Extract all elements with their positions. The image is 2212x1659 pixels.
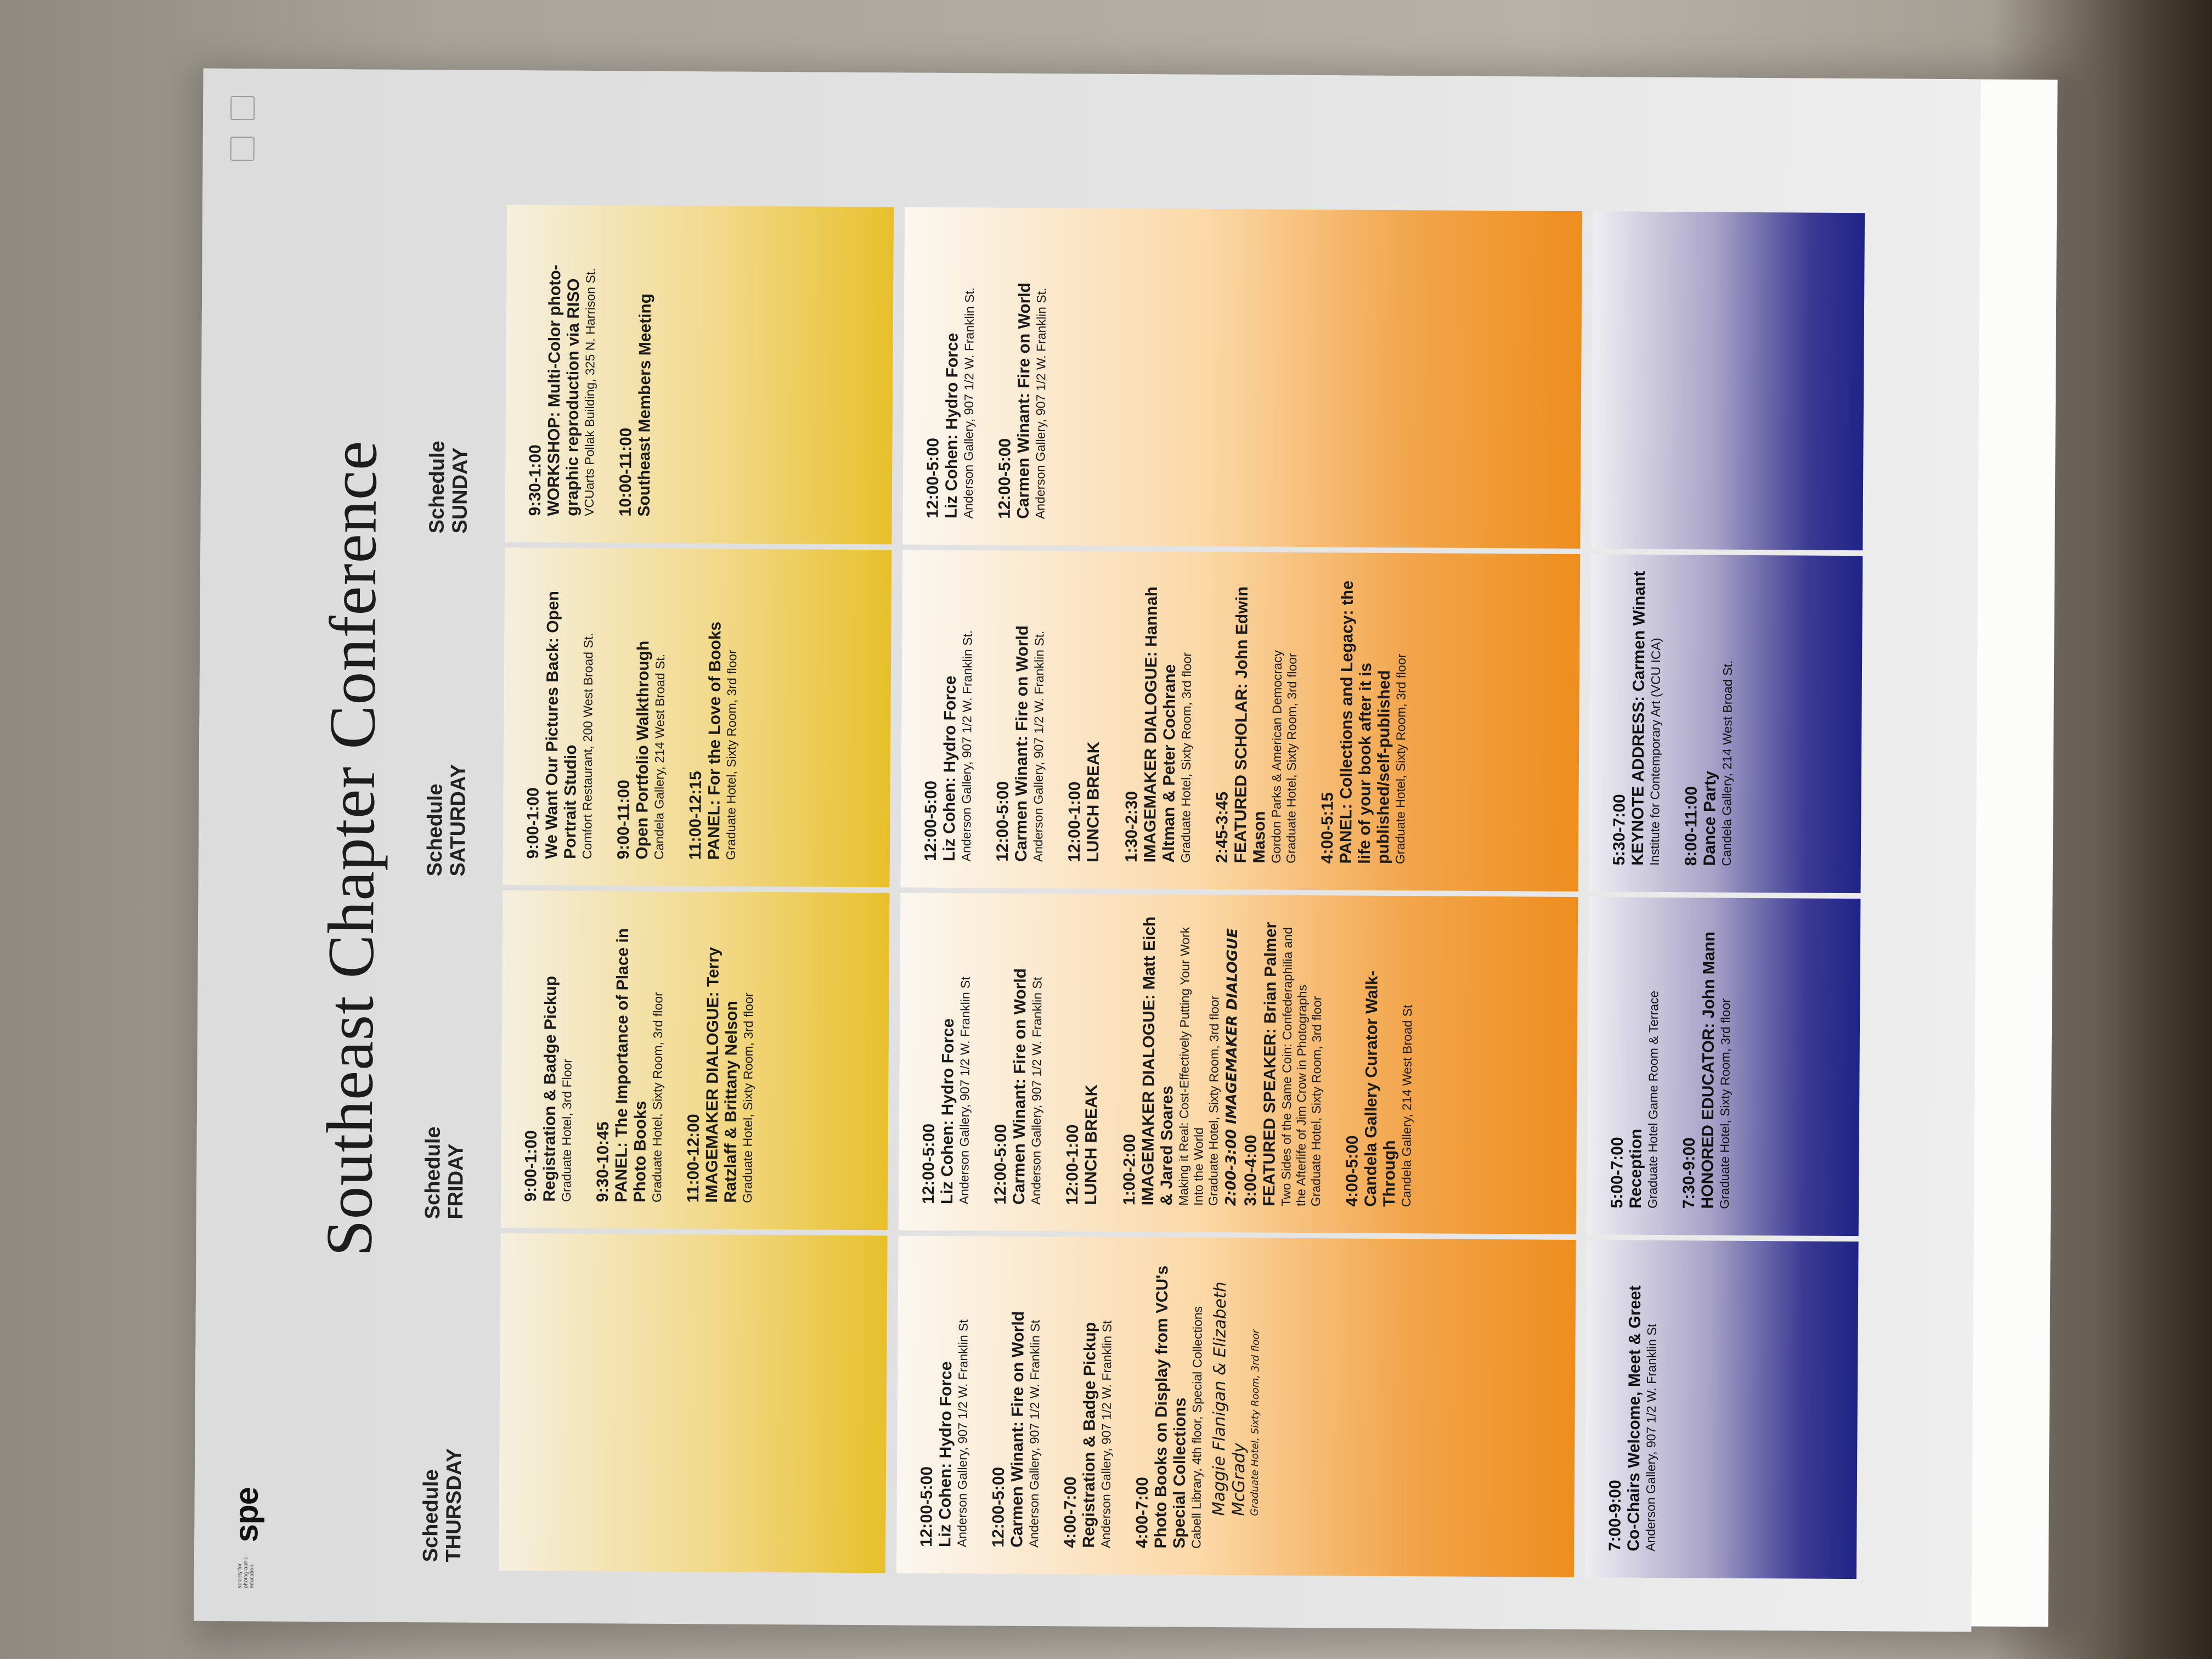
handwritten-note: Maggie Flanigan & Elizabeth McGrady Graduate Hotel, Sixty Room, 3rd floor — [1209, 1282, 1262, 1516]
event-item: 4:00-5:15 PANEL: Collections and Legacy: the life of your book after it is published/self-published Graduate Hotel, Sixty Room, 3rd floor — [1318, 580, 1409, 865]
event-item: 5:00-7:00 Reception Graduate Hotel Game Room & Terrace — [1608, 990, 1661, 1209]
event-item: 12:00-5:00 Carmen Winant: Fire on World Anderson Gallery, 907 1/2 W. Franklin St. — [995, 282, 1049, 520]
event-item: 7:30-9:00 HONORED EDUCATOR: John Mann Graduate Hotel, Sixty Room, 3rd floor — [1679, 931, 1733, 1209]
event-item: 12:00-5:00 Liz Cohen: Hydro Force Anderson Gallery, 907 1/2 W. Franklin St — [917, 1319, 970, 1548]
logo-mark: spe — [228, 1487, 265, 1543]
event-item: 11:00-12:15 PANEL: For the Love of Books Graduate Hotel, Sixty Room, 3rd floor — [686, 621, 740, 860]
event-item: 3:00-4:00 FEATURED SPEAKER: Brian Palmer Two Sides of the Same Coin: Confederaphilia and the Afterlife of Jim Crow in Photographs Graduate Hotel, Sixty Room, 3rd floor — [1242, 922, 1324, 1207]
thursday-morning-block — [499, 1233, 888, 1573]
sunday-evening-block — [1591, 211, 1865, 550]
event-item: 9:00-11:00 Open Portfolio Walkthrough Candela Gallery, 214 West Broad St. — [614, 640, 668, 860]
event-item: 7:00-9:00 Co-Chairs Welcome, Meet & Greet Anderson Gallery, 907 1/2 W. Franklin St — [1606, 1285, 1659, 1551]
poster-title: Southeast Chapter Conference — [312, 440, 391, 1257]
thursday-evening-block — [1585, 1240, 1859, 1579]
sunday-morning-block — [505, 205, 894, 544]
event-item: 5:30-7:00 KEYNOTE ADDRESS: Carmen Winant Institute for Contemporary Art (VCU ICA) — [1610, 571, 1663, 866]
saturday-evening-block — [1589, 554, 1863, 893]
event-item: 12:00-5:00 Carmen Winant: Fire on World Anderson Gallery, 907 1/2 W. Franklin St. — [993, 625, 1047, 862]
thursday-afternoon-block — [896, 1235, 1576, 1577]
event-item: 12:00-5:00 Liz Cohen: Hydro Force Anderson Gallery, 907 1/2 W. Franklin St. — [923, 287, 977, 519]
day-header-friday: Schedule FRIDAY — [421, 1126, 468, 1220]
handwritten-insert: 2:00-3:00 IMAGEMAKER DIALOGUE — [1223, 928, 1242, 1206]
event-item: 9:30-1:00 WORKSHOP: Multi-Color photo-graphic reproduction via RISO VCUarts Pollak Building, 325 N. Harrison St. — [526, 264, 598, 517]
day-header-saturday: Schedule SATURDAY — [423, 764, 470, 877]
event-item: 12:00-5:00 Liz Cohen: Hydro Force Anderson Gallery, 907 1/2 W. Franklin St — [919, 977, 973, 1205]
event-item: 12:00-5:00 Carmen Winant: Fire on World Anderson Gallery, 907 1/2 W. Franklin St — [989, 1311, 1042, 1548]
spe-logo — [227, 1487, 266, 1589]
event-item: 4:00-7:00 Registration & Badge Pickup Anderson Gallery, 907 1/2 W. Franklin St — [1061, 1320, 1114, 1548]
event-item: 9:00-1:00 Registration & Badge Pickup Graduate Hotel, 3rd Floor — [522, 975, 574, 1202]
day-header-sunday: Schedule SUNDAY — [425, 441, 472, 534]
event-item: 2:45-3:45 FEATURED SCHOLAR: John Edwin Mason Gordon Parks & American Democracy Graduate Hotel, Sixty Room, 3rd floor — [1212, 586, 1300, 864]
poster-paper — [194, 69, 2057, 1627]
saturday-afternoon-block — [901, 550, 1581, 892]
friday-morning-block — [501, 890, 890, 1230]
partner-logo-mark — [230, 137, 255, 161]
saturday-morning-block — [503, 548, 892, 887]
event-item: 8:00-11:00 Dance Party Candela Gallery, 214 West Broad St. — [1681, 660, 1735, 866]
event-item: 1:00-2:00 IMAGEMAKER DIALOGUE: Matt Eich & Jared Soares Making it Real: Cost-Effectively Putting Your Work Into the World Graduate Hotel, Sixty Room, 3rd floor — [1120, 916, 1222, 1206]
sunday-afternoon-block — [902, 207, 1582, 549]
event-item: 11:00-12:00 IMAGEMAKER DIALOGUE: Terry Ratzlaff & Brittany Nelson Graduate Hotel, Sixty Room, 3rd floor — [684, 947, 756, 1203]
event-item: 9:00-1:00 We Want Our Pictures Back: Open Portrait Studio Comfort Restaurant, 200 West Broad St. — [523, 591, 596, 860]
day-header-thursday: Schedule THURSDAY — [419, 1448, 466, 1562]
event-item: 12:00-5:00 Liz Cohen: Hydro Force Anderson Gallery, 907 1/2 W. Franklin St. — [921, 630, 975, 862]
friday-evening-block — [1587, 897, 1861, 1236]
event-item: 12:00-1:00 LUNCH BREAK — [1063, 1084, 1101, 1205]
partner-logos — [230, 96, 255, 161]
event-item: 1:30-2:30 IMAGEMAKER DIALOGUE: Hannah Altman & Peter Cochrane Graduate Hotel, Sixty Room, 3rd floor — [1122, 586, 1194, 863]
logo-small-text: society for photographic education — [236, 1556, 255, 1589]
schedule-poster — [194, 69, 1980, 1632]
event-item: 9:30-10:45 PANEL: The Importance of Place in Photo Books Graduate Hotel, Sixty Room, 3rd floor — [594, 928, 665, 1203]
event-item: 12:00-1:00 LUNCH BREAK — [1065, 741, 1103, 862]
event-item: 12:00-5:00 Carmen Winant: Fire on World Anderson Gallery, 907 1/2 W. Franklin St — [991, 968, 1045, 1205]
event-item: 4:00-7:00 Photo Books on Display from VCU's Special Collections Cabell Library, 4th floor, Special Collections — [1133, 1265, 1205, 1549]
friday-afternoon-block — [899, 893, 1578, 1234]
event-item: 4:00-5:00 Candela Gallery Curator Walk-Through Candela Gallery, 214 West Broad St — [1343, 970, 1415, 1207]
partner-logo-mark-2 — [230, 96, 255, 120]
event-item: 10:00-11:00 Southeast Members Meeting — [616, 293, 655, 517]
